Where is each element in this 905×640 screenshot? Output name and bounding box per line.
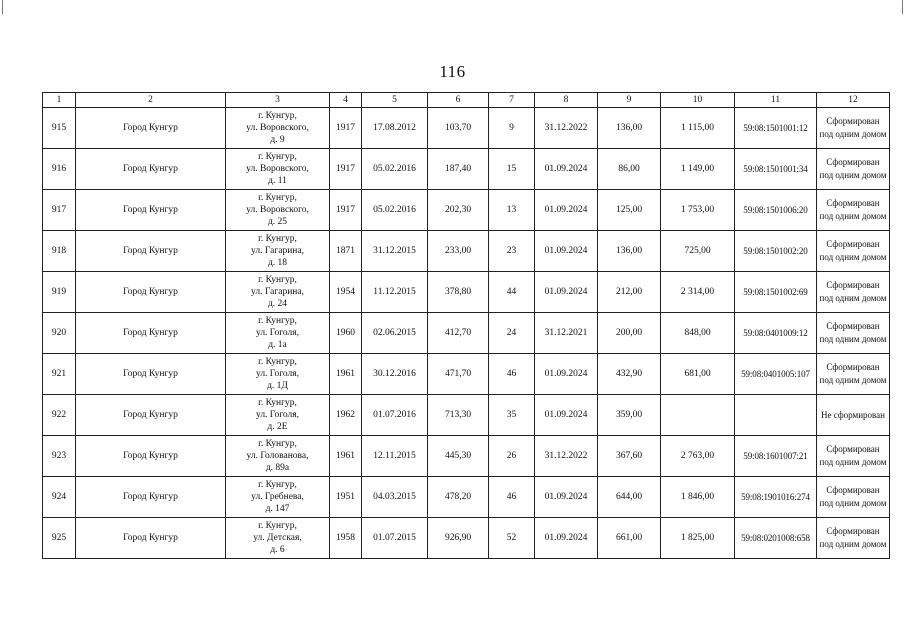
- column-header-6: 6: [428, 93, 489, 108]
- year-built-cell: 1954: [330, 272, 362, 313]
- column-header-9: 9: [598, 93, 661, 108]
- address-line: ул. Гоголя,: [255, 369, 299, 379]
- area-cell: 103,70: [428, 108, 489, 149]
- address-cell: [226, 149, 330, 190]
- cadastral-number-cell: 59:08:1501006:20: [735, 190, 817, 231]
- column-header-11: 11: [735, 93, 817, 108]
- address-line: г. Кунгур,: [258, 480, 297, 490]
- count-cell: 52: [489, 518, 535, 559]
- date-cell: 02.06.2015: [362, 313, 428, 354]
- date-cell: 01.07.2016: [362, 395, 428, 436]
- address-line: ул. Гоголя,: [255, 410, 299, 420]
- status-line: под одним домом: [819, 539, 887, 549]
- cost-cell: 725,00: [661, 231, 735, 272]
- count-cell: 26: [489, 436, 535, 477]
- table-row: [43, 518, 890, 559]
- cost-cell: 1 846,00: [661, 477, 735, 518]
- status-line: Не сформирован: [821, 409, 885, 420]
- year-built-cell: 1917: [330, 149, 362, 190]
- cost-cell: 1 825,00: [661, 518, 735, 559]
- address-line: д. 2Е: [267, 422, 288, 432]
- address-line: д. 89а: [265, 463, 290, 473]
- area-cell: 713,30: [428, 395, 489, 436]
- status-line: Сформирован: [826, 444, 880, 454]
- land-plot-status-cell: [817, 231, 890, 272]
- land-plot-status-cell: [817, 190, 890, 231]
- status-line: Сформирован: [826, 280, 880, 290]
- amount-cell: 367,60: [598, 436, 661, 477]
- address-cell: [226, 354, 330, 395]
- amount-cell: 661,00: [598, 518, 661, 559]
- year-built-cell: 1871: [330, 231, 362, 272]
- address-cell: [226, 231, 330, 272]
- municipality-cell: Город Кунгур: [76, 231, 226, 272]
- municipality-cell: Город Кунгур: [76, 108, 226, 149]
- row-number-cell: 919: [43, 272, 76, 313]
- address-line: ул. Гребнева,: [251, 492, 304, 502]
- amount-cell: 644,00: [598, 477, 661, 518]
- table-row: [43, 272, 890, 313]
- count-cell: 13: [489, 190, 535, 231]
- date-cell: 11.12.2015: [362, 272, 428, 313]
- row-number-cell: 925: [43, 518, 76, 559]
- address-cell: [226, 518, 330, 559]
- land-plot-status-cell: [817, 272, 890, 313]
- address-line: г. Кунгур,: [258, 193, 297, 203]
- municipality-cell: Город Кунгур: [76, 354, 226, 395]
- address-cell: [226, 395, 330, 436]
- status-line: Сформирован: [826, 321, 880, 331]
- land-plot-status-cell: [817, 108, 890, 149]
- end-date-cell: 31.12.2022: [535, 108, 598, 149]
- column-header-10: 10: [661, 93, 735, 108]
- date-cell: 12.11.2015: [362, 436, 428, 477]
- address-line: г. Кунгур,: [258, 521, 297, 531]
- address-line: г. Кунгур,: [258, 234, 297, 244]
- address-line: ул. Голованова,: [246, 451, 309, 461]
- end-date-cell: 31.12.2022: [535, 436, 598, 477]
- count-cell: 46: [489, 477, 535, 518]
- count-cell: 35: [489, 395, 535, 436]
- status-line: Сформирован: [826, 362, 880, 372]
- municipality-cell: Город Кунгур: [76, 149, 226, 190]
- table-row: [43, 313, 890, 354]
- area-cell: 445,30: [428, 436, 489, 477]
- status-line: под одним домом: [819, 457, 887, 467]
- table-row: [43, 149, 890, 190]
- row-number-cell: 916: [43, 149, 76, 190]
- area-cell: 233,00: [428, 231, 489, 272]
- end-date-cell: 31.12.2021: [535, 313, 598, 354]
- cost-cell: 2 763,00: [661, 436, 735, 477]
- end-date-cell: 01.09.2024: [535, 518, 598, 559]
- date-cell: 01.07.2015: [362, 518, 428, 559]
- land-plot-status-cell: [817, 149, 890, 190]
- cadastral-number-cell: 59:08:0201008:658: [735, 518, 817, 559]
- municipality-cell: Город Кунгур: [76, 190, 226, 231]
- count-cell: 44: [489, 272, 535, 313]
- table-row: [43, 436, 890, 477]
- row-number-cell: 915: [43, 108, 76, 149]
- status-line: под одним домом: [819, 129, 887, 139]
- cost-cell: 1 753,00: [661, 190, 735, 231]
- address-line: д. 24: [267, 299, 288, 309]
- column-header-4: 4: [330, 93, 362, 108]
- address-line: д. 1Д: [267, 381, 288, 391]
- cost-cell: 848,00: [661, 313, 735, 354]
- address-cell: [226, 477, 330, 518]
- address-line: ул. Воровского,: [246, 205, 309, 215]
- amount-cell: 200,00: [598, 313, 661, 354]
- cadastral-number-cell: 59:08:1501001:12: [735, 108, 817, 149]
- cadastral-number-cell: 59:08:1601007:21: [735, 436, 817, 477]
- year-built-cell: 1961: [330, 436, 362, 477]
- scan-edge-right: [902, 0, 903, 14]
- land-plot-status-cell: [817, 354, 890, 395]
- status-line: под одним домом: [819, 293, 887, 303]
- year-built-cell: 1962: [330, 395, 362, 436]
- table-row: [43, 231, 890, 272]
- year-built-cell: 1951: [330, 477, 362, 518]
- address-line: ул. Воровского,: [246, 164, 309, 174]
- housing-register-table: [42, 92, 890, 559]
- end-date-cell: 01.09.2024: [535, 477, 598, 518]
- amount-cell: 125,00: [598, 190, 661, 231]
- address-line: ул. Гоголя,: [255, 328, 299, 338]
- address-cell: [226, 108, 330, 149]
- municipality-cell: Город Кунгур: [76, 395, 226, 436]
- end-date-cell: 01.09.2024: [535, 354, 598, 395]
- column-header-5: 5: [362, 93, 428, 108]
- address-line: д. 25: [267, 217, 288, 227]
- year-built-cell: 1958: [330, 518, 362, 559]
- land-plot-status-cell: [817, 436, 890, 477]
- status-line: Сформирован: [826, 157, 880, 167]
- status-line: под одним домом: [819, 375, 887, 385]
- end-date-cell: 01.09.2024: [535, 272, 598, 313]
- row-number-cell: 922: [43, 395, 76, 436]
- table-row: [43, 190, 890, 231]
- cost-cell: 1 149,00: [661, 149, 735, 190]
- row-number-cell: 924: [43, 477, 76, 518]
- count-cell: 24: [489, 313, 535, 354]
- cadastral-number-cell: 59:08:0401005:107: [735, 354, 817, 395]
- column-header-3: 3: [226, 93, 330, 108]
- column-header-8: 8: [535, 93, 598, 108]
- land-plot-status-cell: [817, 313, 890, 354]
- table-row: [43, 395, 890, 436]
- address-cell: [226, 436, 330, 477]
- address-line: г. Кунгур,: [258, 275, 297, 285]
- count-cell: 23: [489, 231, 535, 272]
- status-line: Сформирован: [826, 485, 880, 495]
- address-line: г. Кунгур,: [258, 111, 297, 121]
- status-line: Сформирован: [826, 526, 880, 536]
- end-date-cell: 01.09.2024: [535, 190, 598, 231]
- status-line: под одним домом: [819, 252, 887, 262]
- status-line: под одним домом: [819, 334, 887, 344]
- cadastral-number-cell: 59:08:1501001:34: [735, 149, 817, 190]
- land-plot-status-cell: [817, 518, 890, 559]
- year-built-cell: 1960: [330, 313, 362, 354]
- date-cell: 30.12.2016: [362, 354, 428, 395]
- municipality-cell: Город Кунгур: [76, 518, 226, 559]
- status-line: Сформирован: [826, 198, 880, 208]
- address-line: ул. Гагарина,: [251, 287, 304, 297]
- row-number-cell: 921: [43, 354, 76, 395]
- area-cell: 478,20: [428, 477, 489, 518]
- address-line: г. Кунгур,: [258, 398, 297, 408]
- column-header-1: 1: [43, 93, 76, 108]
- row-number-cell: 920: [43, 313, 76, 354]
- row-number-cell: 917: [43, 190, 76, 231]
- address-cell: [226, 313, 330, 354]
- amount-cell: 86,00: [598, 149, 661, 190]
- status-line: под одним домом: [819, 498, 887, 508]
- column-header-12: 12: [817, 93, 890, 108]
- cadastral-number-cell: 59:08:1501002:69: [735, 272, 817, 313]
- area-cell: 202,30: [428, 190, 489, 231]
- area-cell: 471,70: [428, 354, 489, 395]
- cadastral-number-cell: [735, 395, 817, 436]
- column-header-row: [43, 93, 890, 108]
- address-line: г. Кунгур,: [258, 439, 297, 449]
- scan-edge-left: [2, 0, 3, 14]
- municipality-cell: Город Кунгур: [76, 436, 226, 477]
- municipality-cell: Город Кунгур: [76, 313, 226, 354]
- count-cell: 9: [489, 108, 535, 149]
- table-row: [43, 108, 890, 149]
- year-built-cell: 1961: [330, 354, 362, 395]
- table-row: [43, 354, 890, 395]
- address-line: д. 1а: [268, 340, 287, 350]
- row-number-cell: 918: [43, 231, 76, 272]
- address-line: г. Кунгур,: [258, 357, 297, 367]
- table-row: [43, 477, 890, 518]
- address-line: г. Кунгур,: [258, 152, 297, 162]
- column-header-7: 7: [489, 93, 535, 108]
- area-cell: 926,90: [428, 518, 489, 559]
- address-cell: [226, 272, 330, 313]
- count-cell: 15: [489, 149, 535, 190]
- address-line: д. 11: [268, 176, 287, 186]
- date-cell: 05.02.2016: [362, 190, 428, 231]
- cadastral-number-cell: 59:08:1501002:20: [735, 231, 817, 272]
- end-date-cell: 01.09.2024: [535, 395, 598, 436]
- land-plot-status-cell: [817, 477, 890, 518]
- municipality-cell: Город Кунгур: [76, 477, 226, 518]
- address-line: д. 147: [265, 504, 290, 514]
- date-cell: 31.12.2015: [362, 231, 428, 272]
- cadastral-number-cell: 59:08:1901016:274: [735, 477, 817, 518]
- address-line: г. Кунгур,: [258, 316, 297, 326]
- date-cell: 04.03.2015: [362, 477, 428, 518]
- status-line: под одним домом: [819, 170, 887, 180]
- amount-cell: 136,00: [598, 108, 661, 149]
- area-cell: 187,40: [428, 149, 489, 190]
- address-line: д. 18: [267, 258, 288, 268]
- amount-cell: 212,00: [598, 272, 661, 313]
- area-cell: 412,70: [428, 313, 489, 354]
- address-line: ул. Воровского,: [246, 123, 309, 133]
- address-cell: [226, 190, 330, 231]
- column-header-2: 2: [76, 93, 226, 108]
- amount-cell: 136,00: [598, 231, 661, 272]
- date-cell: 17.08.2012: [362, 108, 428, 149]
- status-line: Сформирован: [826, 116, 880, 126]
- cost-cell: 681,00: [661, 354, 735, 395]
- municipality-cell: Город Кунгур: [76, 272, 226, 313]
- address-line: ул. Гагарина,: [251, 246, 304, 256]
- amount-cell: 432,90: [598, 354, 661, 395]
- cost-cell: 2 314,00: [661, 272, 735, 313]
- year-built-cell: 1917: [330, 108, 362, 149]
- year-built-cell: 1917: [330, 190, 362, 231]
- table-body: [43, 93, 890, 559]
- end-date-cell: 01.09.2024: [535, 231, 598, 272]
- cadastral-number-cell: 59:08:0401009:12: [735, 313, 817, 354]
- count-cell: 46: [489, 354, 535, 395]
- area-cell: 378,80: [428, 272, 489, 313]
- status-line: под одним домом: [819, 211, 887, 221]
- row-number-cell: 923: [43, 436, 76, 477]
- amount-cell: 359,00: [598, 395, 661, 436]
- page-number: 116: [439, 62, 466, 81]
- address-line: д. 9: [270, 135, 285, 145]
- status-line: Сформирован: [826, 239, 880, 249]
- date-cell: 05.02.2016: [362, 149, 428, 190]
- end-date-cell: 01.09.2024: [535, 149, 598, 190]
- land-plot-status-cell: [817, 395, 890, 436]
- cost-cell: 1 115,00: [661, 108, 735, 149]
- address-line: д. 6: [270, 545, 285, 555]
- cost-cell: [661, 395, 735, 436]
- address-line: ул. Детская,: [253, 533, 302, 543]
